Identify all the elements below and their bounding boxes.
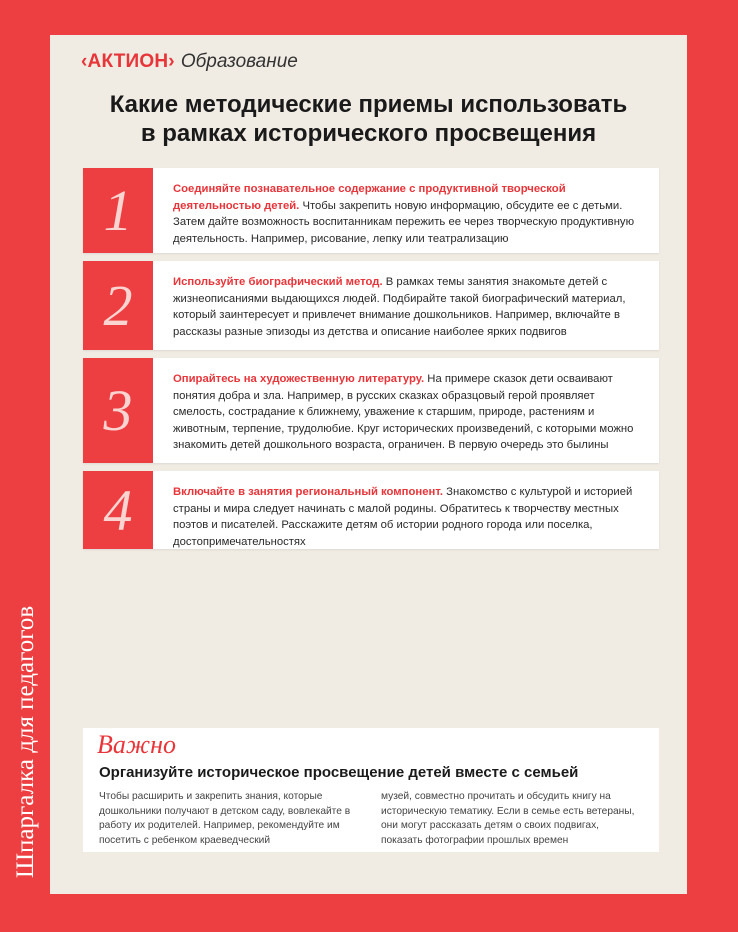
step-text (173, 371, 649, 454)
step-number: 1 (103, 178, 133, 243)
side-label-text: Шпаргалка для педагогов (12, 605, 40, 879)
important-label: Важно (97, 730, 176, 759)
step-lead: Соединяйте познавательное содержание с продуктивной творческой деятельностью детей. (173, 183, 566, 212)
step-number-box (83, 261, 153, 350)
title-line-2: в рамках исторического просвещения (140, 120, 597, 147)
step-card-2 (83, 261, 659, 350)
step-text (173, 274, 649, 340)
step-text (173, 181, 649, 247)
step-body: Чтобы закрепить новую информацию, обсудите ее с детьми. Затем дайте возможность воспитанникам пережить ее через творческую продуктивную деятельность. Например, рисование, лепку или театрализацию (173, 199, 635, 245)
step-lead: Используйте биографический метод. (173, 276, 383, 288)
step-lead: Включайте в занятия региональный компонент. (173, 486, 443, 498)
step-number-box (83, 168, 153, 253)
step-number-box (83, 358, 153, 463)
step-lead: Опирайтесь на художественную литературу. (173, 373, 425, 385)
step-body: В рамках темы занятия знакомьте детей с жизнеописаниями выдающихся людей. Подбирайте такой биографический материал, который заинтересует и привлечет внимание дошкольников. Например, включайте в рассказы разные эпизоды из детства и описание наиболее ярких подвигов (173, 276, 626, 338)
step-number-box (83, 471, 153, 549)
step-body: На примере сказок дети осваивают понятия добра и зла. Например, в русских сказках образцовый герой проявляет смелость, сострадание к ближнему, уважение к старшим, природе, растениям и животным, терпение, трудолюбие. Круг исторических произведений, с которыми можно знакомить детей дошкольного возраста, ограничен. В первую очередь это былины (173, 373, 634, 451)
logo-subtitle: Образование (180, 51, 298, 72)
side-label (2, 562, 50, 922)
content-panel (50, 35, 687, 894)
important-column-left: Чтобы расширить и закрепить знания, которые дошкольники получают в детском саду, вовлекайте в работу их родителей. Например, рекомендуйте им посетить с ребенком краеведческий (99, 791, 351, 846)
page-title (50, 90, 687, 148)
important-block (83, 728, 659, 852)
step-number: 4 (103, 477, 133, 543)
step-card-4 (83, 471, 659, 549)
step-number: 3 (103, 378, 133, 443)
step-text (173, 484, 649, 550)
title-line-1: Какие методические приемы использовать (109, 91, 628, 118)
logo (81, 51, 298, 73)
step-card-1 (83, 168, 659, 253)
logo-brand: ‹АКТИОН› (81, 51, 175, 72)
important-column-right: музей, совместно прочитать и обсудить книгу на историческую тематику. Если в семье есть ветераны, они могут рассказать детям о своих подвигах, показать фотографии прошлых времен (381, 791, 635, 846)
step-number: 2 (103, 273, 133, 338)
step-body: Знакомство с культурой и историей страны и мира следует начинать с малой родины. Обратитесь к творчеству местных поэтов и писателей. Расскажите детям об истории родного города или поселка, достопримечательностях (173, 486, 633, 548)
step-card-3 (83, 358, 659, 463)
important-title: Организуйте историческое просвещение детей вместе с семьей (99, 764, 579, 781)
